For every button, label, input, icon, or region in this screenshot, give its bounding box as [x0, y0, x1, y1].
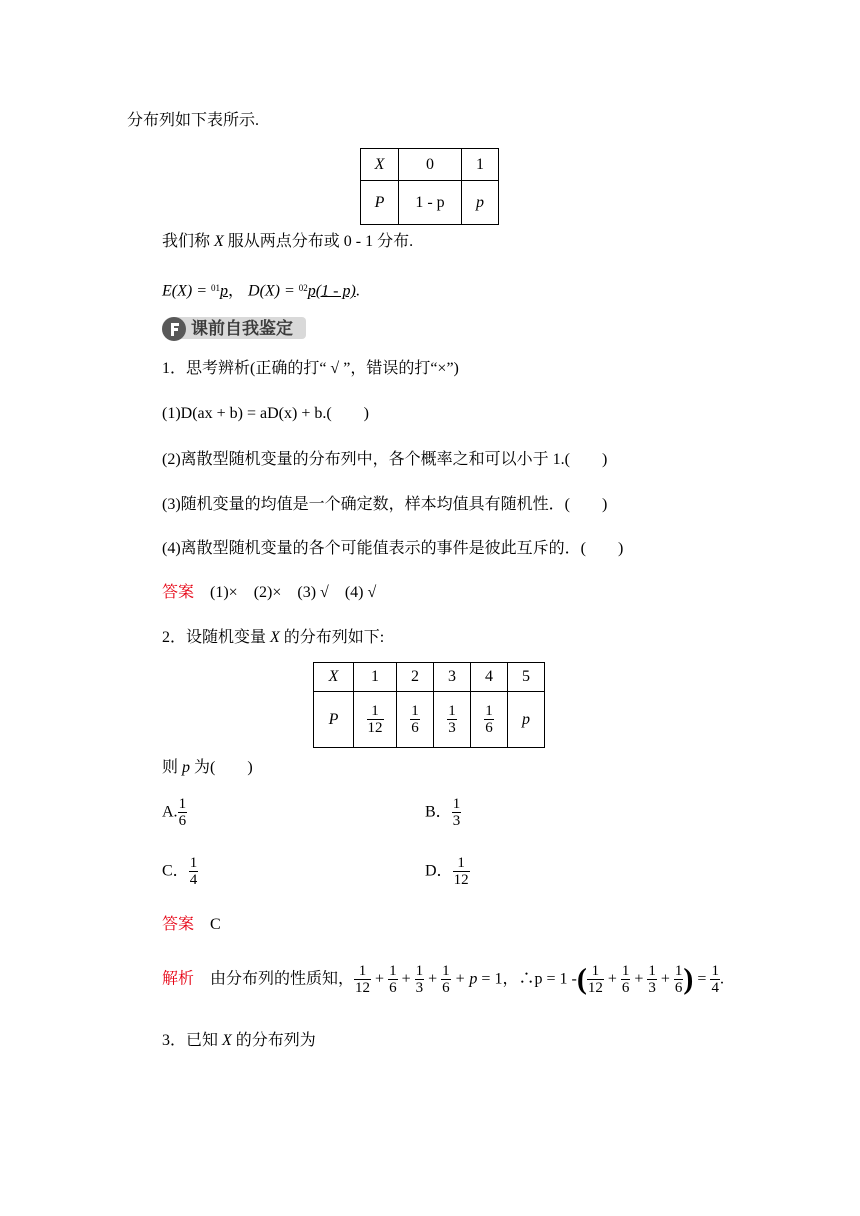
distribution-table [313, 662, 545, 748]
answer-label: 答案 [162, 584, 195, 601]
expectation-variance-line: E(X) = $^{01}$p， D(X) = $^{02}$p(1 - p). [162, 282, 360, 300]
answer-label: 答案 [162, 916, 195, 933]
table-cell: $\frac{1}{6}$ [471, 692, 508, 748]
question-1-item: (2)离散型随机变量的分布列中，各个概率之和可以小于 1.( ) [162, 451, 608, 468]
option-a[interactable]: A. $\frac{1}{6}$ [162, 796, 187, 829]
two-point-distribution-table [360, 148, 499, 225]
question-1-stem: 1．思考辨析(正确的打“ √ ”，错误的打“×”) [162, 360, 459, 377]
table-cell: 1 - p [399, 181, 462, 225]
intro-text: 分布列如下表所示. [127, 112, 260, 129]
question-1-item: (3)随机变量的均值是一个确定数，样本均值具有随机性．( ) [162, 496, 608, 513]
table-cell: X [314, 663, 354, 692]
table-cell: 1 [354, 663, 397, 692]
question-3-stem: 3．已知 X 的分布列为 [162, 1032, 316, 1049]
table-cell: p [462, 181, 499, 225]
question-1-answer: 答案 (1)× (2)× (3) √ (4) √ [162, 584, 377, 601]
table-cell: X [361, 149, 399, 181]
table-cell: 0 [399, 149, 462, 181]
table-cell: 5 [508, 663, 545, 692]
blank-tag: 02 [298, 283, 308, 293]
table-cell: P [314, 692, 354, 748]
table-cell: 2 [397, 663, 434, 692]
question-1-item: (4)离散型随机变量的各个可能值表示的事件是彼此互斥的．( ) [162, 540, 624, 557]
table-cell: 4 [471, 663, 508, 692]
table-cell: p [508, 692, 545, 748]
table-cell: P [361, 181, 399, 225]
question-2-stem: 2．设随机变量 X 的分布列如下: [162, 629, 385, 646]
section-title: 课前自我鉴定 [191, 319, 293, 339]
table-cell: $\frac{1}{3}$ [434, 692, 471, 748]
question-2-ask: 则 p 为( ) [162, 759, 253, 776]
option-c[interactable]: C． $\frac{1}{4}$ [162, 855, 198, 888]
analysis-label: 解析 [162, 970, 195, 988]
option-d[interactable]: D． $\frac{1}{12}$ [425, 855, 469, 888]
two-point-definition: 我们称 X 服从两点分布或 0 - 1 分布. [162, 233, 414, 250]
table-cell: 1 [462, 149, 499, 181]
option-b[interactable]: B． $\frac{1}{3}$ [425, 796, 461, 829]
table-cell: $\frac{1}{12}$ [354, 692, 397, 748]
question-2-answer: 答案 C [162, 916, 221, 933]
table-cell: $\frac{1}{6}$ [397, 692, 434, 748]
question-1-item: (1)D(ax + b) = aD(x) + b.( ) [162, 405, 370, 422]
section-icon [162, 317, 186, 341]
question-2-analysis: 解析 由分布列的性质知， $\frac{1}{12}$ + $\frac{1}{6}$ + $\frac{1}{3}$ + $\frac{1}{6}$ + p = 1，∴p = 1 -( $\frac{1}{12}$ + $\frac{1}{6}$ + $\frac{1}{3}$ + $\frac{1}{6}$ ) = $\frac{1}{4}$ . [162, 962, 724, 996]
table-cell: 3 [434, 663, 471, 692]
blank-tag: 01 [211, 283, 220, 293]
